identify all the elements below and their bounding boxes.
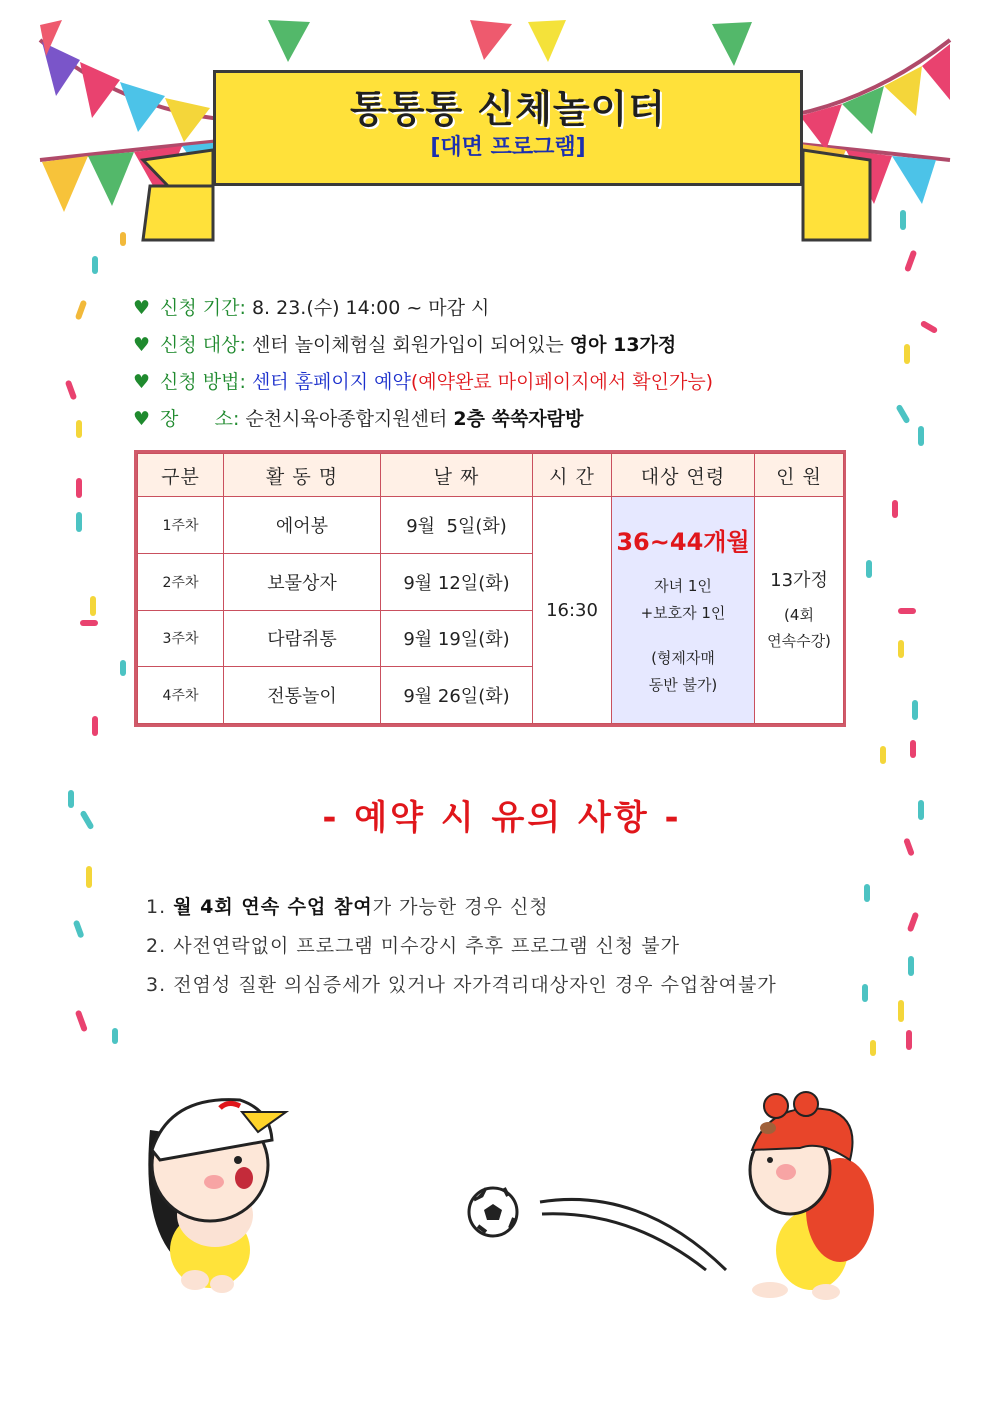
week-cell: 2주차: [138, 553, 224, 610]
age-line: (형제자매: [651, 648, 715, 667]
soccer-ball-icon: [469, 1188, 517, 1236]
notice-text: 가 가능한 경우 신청: [372, 896, 549, 918]
notice-number: 3.: [146, 974, 167, 996]
info-value: 8. 23.(수) 14:00 ~ 마감 시: [251, 297, 490, 319]
date-cell: 9월 12일(화): [381, 553, 533, 610]
child-crab-illustration: [750, 1092, 874, 1300]
age-line: +보호자 1인: [640, 603, 726, 622]
page-title: 통통통 신체놀이터: [350, 87, 666, 131]
heart-icon: ♥: [133, 297, 151, 319]
column-header: 활 동 명: [224, 454, 381, 497]
age-line: 자녀 1인: [654, 576, 712, 595]
activity-cell: 전통놀이: [224, 667, 381, 724]
notice-text: 사전연락없이 프로그램 미수강시 추후 프로그램 신청 불가: [173, 935, 680, 957]
info-label: 신청 방법:: [160, 371, 246, 393]
child-helmet-illustration: [148, 1100, 286, 1293]
info-value-blue: 센터 홈페이지 예약: [251, 371, 411, 393]
info-value-red: (예약완료 마이페이지에서 확인가능): [410, 371, 714, 393]
week-cell: 3주차: [138, 610, 224, 667]
info-label: 신청 기간:: [160, 297, 246, 319]
page-subtitle: [대면 프로그램]: [430, 135, 586, 160]
column-header: 구분: [138, 454, 224, 497]
week-cell: 4주차: [138, 667, 224, 724]
column-header: 날 짜: [381, 454, 533, 497]
heart-icon: ♥: [133, 334, 151, 356]
activity-cell: 에어봉: [224, 497, 381, 554]
notice-text: 전염성 질환 의심증세가 있거나 자가격리대상자인 경우 수업참여불가: [173, 974, 777, 996]
date-cell: 9월 19일(화): [381, 610, 533, 667]
activity-cell: 다람쥐통: [224, 610, 381, 667]
info-value: 순천시육아종합지원센터: [245, 408, 448, 430]
info-label: 신청 대상:: [160, 334, 246, 356]
age-line: 동반 불가): [648, 675, 718, 694]
week-cell: 1주차: [138, 497, 224, 554]
people-line: (4회: [784, 606, 814, 624]
column-header: 인 원: [755, 454, 844, 497]
info-label: 장 소:: [160, 408, 240, 430]
date-cell: 9월 26일(화): [381, 667, 533, 724]
activity-cell: 보물상자: [224, 553, 381, 610]
info-value: 센터 놀이체험실 회원가입이 되어있는: [251, 334, 564, 356]
info-value-bold: 영아 13가정: [569, 334, 677, 356]
notice-title: - 예약 시 유의 사항 -: [322, 798, 682, 838]
notice-number: 2.: [146, 935, 167, 957]
notice-number: 1.: [146, 896, 167, 918]
column-header: 시 간: [533, 454, 612, 497]
people-line: 연속수강): [767, 632, 831, 650]
date-cell: 9월 5일(화): [381, 497, 533, 554]
notice-bold: 월 4회 연속 수업 참여: [173, 896, 373, 918]
heart-icon: ♥: [133, 408, 151, 430]
info-value-bold: 2층 쑥쑥자람방: [453, 408, 584, 430]
age-range: 36~44개월: [616, 527, 750, 556]
column-header: 대상 연령: [612, 454, 755, 497]
time-cell: 16:30: [533, 497, 612, 724]
heart-icon: ♥: [133, 371, 151, 393]
people-count: 13가정: [770, 570, 828, 591]
